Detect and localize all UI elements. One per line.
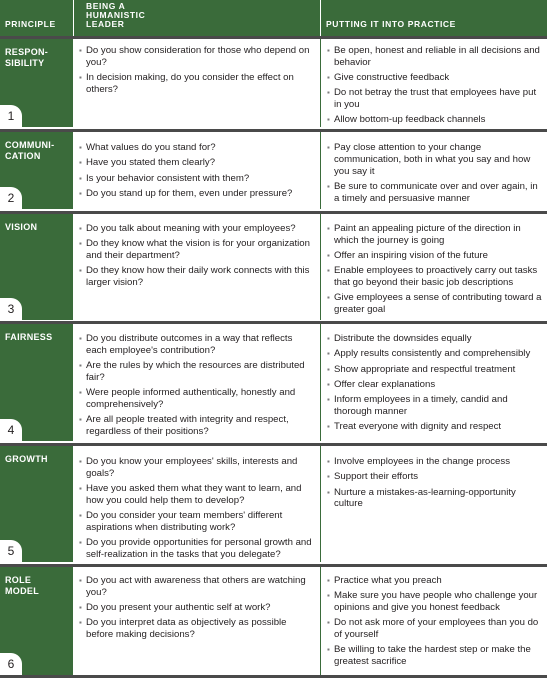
- principle-name: [5, 575, 39, 597]
- practice-actions-list: [327, 575, 545, 672]
- practice-actions-list: [327, 45, 545, 130]
- principle-number-badge: 1: [0, 105, 22, 127]
- leader-questions-list: [79, 575, 312, 644]
- list-item: ▪ Do you know your employees' skills, interests and goals?: [79, 456, 312, 480]
- principle-name: [5, 222, 37, 233]
- principle-cell-communication: [0, 132, 73, 209]
- header-leader-cell: [74, 0, 320, 36]
- list-item: ▪ Offer an inspiring vision of the future: [327, 250, 545, 262]
- list-item: ▪ Be willing to take the hardest step or make the greatest sacrifice: [327, 644, 545, 668]
- principle-name: [5, 332, 52, 343]
- practice-actions-list: [327, 456, 545, 514]
- list-item: ▪ Do not ask more of your employees than you do of yourself: [327, 617, 545, 641]
- header-principle-label: PRINCIPLE: [5, 19, 56, 29]
- list-item: ▪ Do you act with awareness that others are watching you?: [79, 575, 312, 599]
- list-item: ▪ Treat everyone with dignity and respect: [327, 421, 545, 433]
- principle-name-line: CATION: [5, 151, 41, 161]
- list-item: ▪ Do you present your authentic self at work?: [79, 602, 312, 614]
- list-item: ▪ Do you provide opportunities for personal growth and self-realization in the tasks that you delegate?: [79, 537, 312, 561]
- list-item: ▪ Offer clear explanations: [327, 379, 545, 391]
- principle-name-line: SIBILITY: [5, 58, 45, 68]
- list-item: ▪ Give constructive feedback: [327, 72, 545, 84]
- list-item: ▪ Involve employees in the change process: [327, 456, 545, 468]
- list-item: ▪ Be open, honest and reliable in all decisions and behavior: [327, 45, 545, 69]
- column-divider: [320, 446, 321, 562]
- column-divider: [320, 567, 321, 675]
- principle-name-line: RESPON-: [5, 47, 49, 57]
- row-rule: [0, 321, 547, 324]
- list-item: ▪ Do you show consideration for those who depend on you?: [79, 45, 312, 69]
- practice-actions-list: [327, 223, 545, 320]
- list-item: ▪ Do you stand up for them, even under pressure?: [79, 188, 312, 200]
- list-item: ▪ Do you talk about meaning with your employees?: [79, 223, 312, 235]
- leader-questions-list: [79, 456, 312, 564]
- list-item: ▪ Were people informed authentically, honestly and comprehensively?: [79, 387, 312, 411]
- row-rule: [0, 211, 547, 214]
- principle-number-badge: 3: [0, 298, 22, 320]
- list-item: ▪ Allow bottom-up feedback channels: [327, 114, 545, 126]
- leader-questions-list: [79, 142, 312, 203]
- list-item: ▪ Have you asked them what they want to learn, and how you could help them to develop?: [79, 483, 312, 507]
- list-item: ▪ Distribute the downsides equally: [327, 333, 545, 345]
- principle-number-badge: 6: [0, 653, 22, 675]
- header-principle-cell: [0, 0, 73, 36]
- row-rule: [0, 675, 547, 678]
- principle-name: [5, 47, 48, 69]
- header-leader-line3: LEADER: [86, 19, 125, 29]
- principle-name: [5, 454, 48, 465]
- list-item: ▪ Show appropriate and respectful treatment: [327, 364, 545, 376]
- header-leader-line1: BEING A: [86, 1, 126, 11]
- list-item: ▪ Do they know how their daily work connects with this larger vision?: [79, 265, 312, 289]
- column-divider: [320, 132, 321, 209]
- row-rule: [0, 36, 547, 39]
- column-divider: [320, 39, 321, 127]
- principle-number-badge: 4: [0, 419, 22, 441]
- principle-cell-responsibility: [0, 39, 73, 127]
- leader-questions-list: [79, 333, 312, 441]
- leader-questions-list: [79, 45, 312, 99]
- list-item: ▪ Make sure you have people who challenge your opinions and give you honest feedback: [327, 590, 545, 614]
- principle-name: [5, 140, 54, 162]
- principle-cell-fairness: [0, 324, 73, 441]
- list-item: ▪ Have you stated them clearly?: [79, 157, 312, 169]
- row-rule: [0, 129, 547, 132]
- header-leader-line2: HUMANISTIC: [86, 10, 146, 20]
- header-practice-cell: [321, 0, 547, 36]
- list-item: ▪ Do you distribute outcomes in a way that reflects each employee's contribution?: [79, 333, 312, 357]
- list-item: ▪ What values do you stand for?: [79, 142, 312, 154]
- list-item: ▪ Are the rules by which the resources are distributed fair?: [79, 360, 312, 384]
- principle-name-line: GROWTH: [5, 454, 48, 464]
- principle-number-badge: 2: [0, 187, 22, 209]
- list-item: ▪ In decision making, do you consider the effect on others?: [79, 72, 312, 96]
- principle-cell-growth: [0, 446, 73, 562]
- list-item: ▪ Do they know what the vision is for your organization and their department?: [79, 238, 312, 262]
- column-divider: [320, 324, 321, 441]
- list-item: ▪ Apply results consistently and comprehensibly: [327, 348, 545, 360]
- list-item: ▪ Practice what you preach: [327, 575, 545, 587]
- practice-actions-list: [327, 142, 545, 208]
- list-item: ▪ Do you consider your team members' different aspirations when distributing work?: [79, 510, 312, 534]
- list-item: ▪ Do not betray the trust that employees have put in you: [327, 87, 545, 111]
- row-rule: [0, 564, 547, 567]
- principle-name-line: ROLE: [5, 575, 32, 585]
- principle-name-line: FAIRNESS: [5, 332, 53, 342]
- principle-cell-vision: [0, 214, 73, 320]
- principle-name-line: MODEL: [5, 586, 39, 596]
- list-item: ▪ Do you interpret data as objectively as possible before making decisions?: [79, 617, 312, 641]
- principle-name-line: VISION: [5, 222, 38, 232]
- list-item: ▪ Nurture a mistakes-as-learning-opportunity culture: [327, 487, 545, 511]
- column-divider: [320, 214, 321, 320]
- principle-name-line: COMMUNI-: [5, 140, 55, 150]
- list-item: ▪ Support their efforts: [327, 471, 545, 483]
- list-item: ▪ Enable employees to proactively carry out tasks that go beyond their basic job descriptions: [327, 265, 545, 289]
- list-item: ▪ Are all people treated with integrity and respect, regardless of their positions?: [79, 414, 312, 438]
- list-item: ▪ Paint an appealing picture of the direction in which the journey is going: [327, 223, 545, 247]
- practice-actions-list: [327, 333, 545, 437]
- principle-cell-role-model: [0, 567, 73, 675]
- leader-questions-list: [79, 223, 312, 292]
- list-item: ▪ Pay close attention to your change communication, both in what you say and how you say it: [327, 142, 545, 177]
- header-practice-label: PUTTING IT INTO PRACTICE: [326, 19, 456, 29]
- list-item: ▪ Inform employees in a timely, candid and thorough manner: [327, 394, 545, 418]
- principle-number-badge: 5: [0, 540, 22, 562]
- list-item: ▪ Is your behavior consistent with them?: [79, 173, 312, 185]
- row-rule: [0, 443, 547, 446]
- list-item: ▪ Be sure to communicate over and over again, in a timely and persuasive manner: [327, 181, 545, 205]
- list-item: ▪ Give employees a sense of contributing toward a greater goal: [327, 292, 545, 316]
